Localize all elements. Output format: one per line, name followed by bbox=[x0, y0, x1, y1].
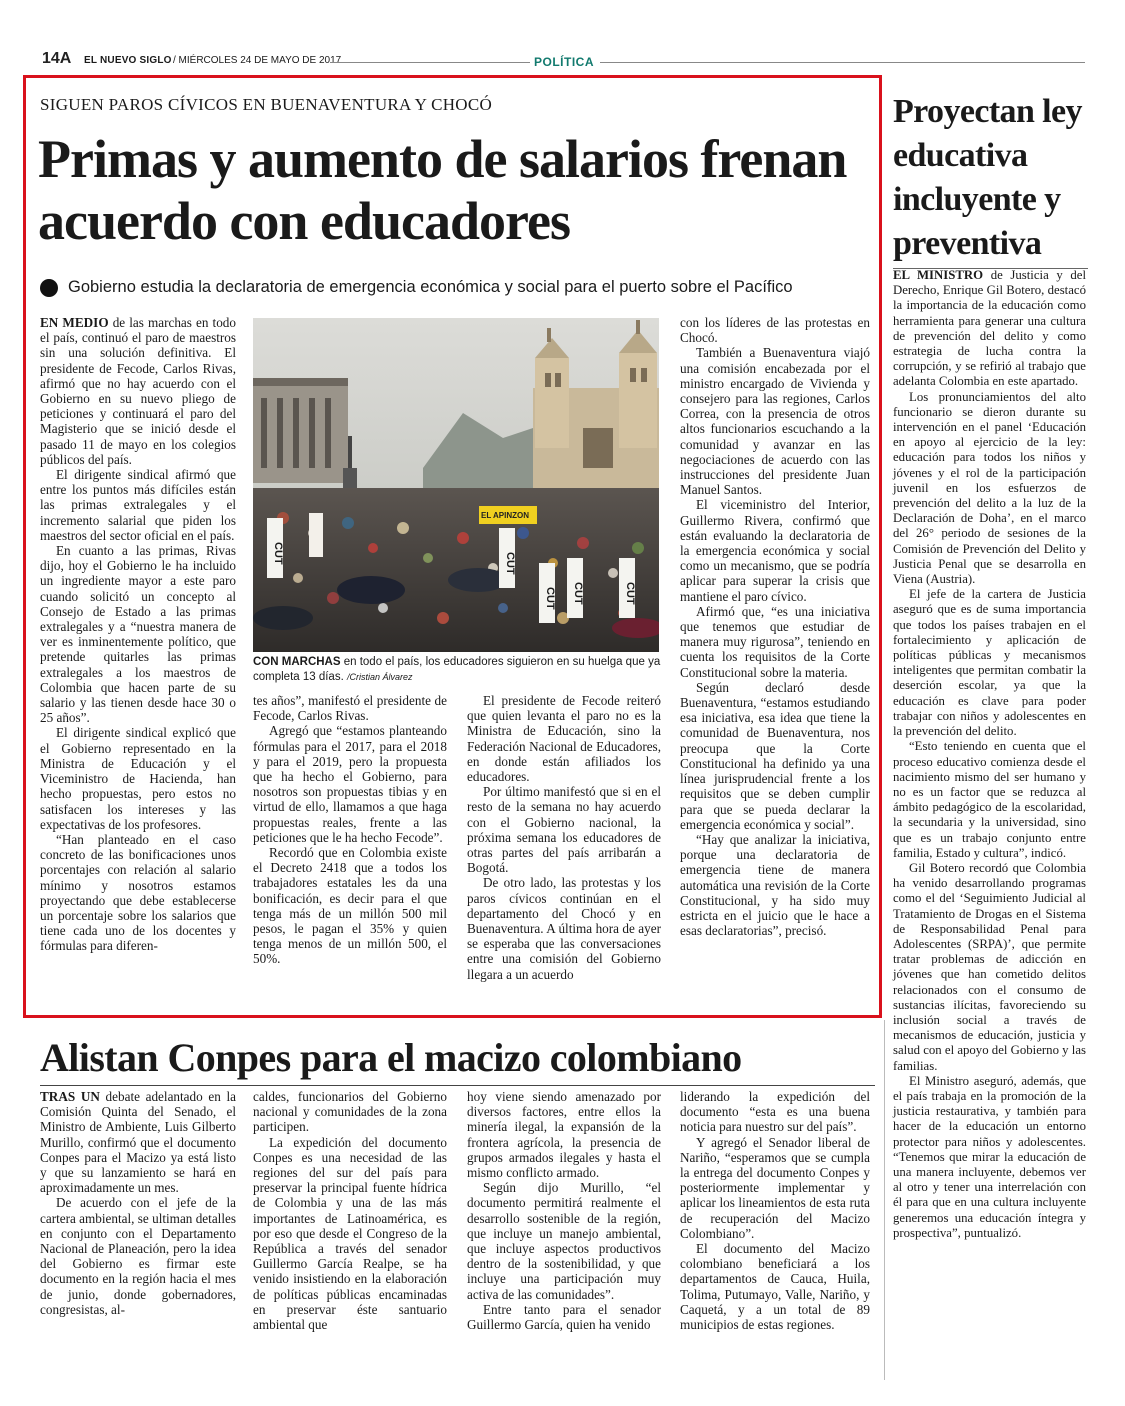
sidebar-column bbox=[893, 268, 1086, 1241]
lead-in: TRAS UN bbox=[40, 1089, 100, 1104]
second-column-1 bbox=[40, 1089, 236, 1317]
paragraph bbox=[40, 315, 236, 467]
paragraph bbox=[893, 268, 1086, 390]
sign-text: CUT bbox=[572, 582, 584, 605]
paragraph: Por último manifestó que si en el resto de la semana no hay acuerdo con el Gobierno nacional, la próxima semana los educadores de otras partes del país arribarán a Bogotá. bbox=[467, 784, 661, 876]
bullet-icon bbox=[40, 279, 58, 297]
paragraph: “Hay que analizar la iniciativa, porque una declaratoria de emergencia tiene de manera automática una revisión de la Corte Constitucional, y ha sido muy estricta en el juicio que le hace a esas declaratorias”, precisó. bbox=[680, 831, 870, 939]
sign-text: CUT bbox=[624, 582, 636, 605]
paragraph: También a Buenaventura viajó una comisión encabezada por el ministro encargado de Vivienda y consejero para las regiones, Carlos Correa, con la presencia de otros altos funcionarios escuchando a la comunidad y avanzar en las negociaciones de acuerdo con las instrucciones del presidente Juan Manuel Santos. bbox=[680, 345, 870, 498]
header-rule-right bbox=[600, 62, 1085, 63]
paragraph: El Ministro aseguró, además, que el país trabaja en la promoción de la justicia restaurativa, y también para hacer de la educación un entorno protector para niños y adolescentes. “Tenemos que mirar la educación de una manera incluyente, debemos ver al otro y tener una interrelación con él para que en una cultura incluyente generemos una educación íntegra y prospectiva”, puntualizó. bbox=[893, 1073, 1086, 1240]
article-column-2 bbox=[253, 693, 447, 967]
paragraph: El jefe de la cartera de Justicia aseguró que es de suma importancia que todos los países trabajen en el fortalecimiento y aplicación de políticas públicas y mecanismos inteligentes que permitan combatir la deserción escolar, ya que la educación es clave para poder trabajar con niños y adolescentes en la prevención del delito. bbox=[893, 587, 1086, 739]
sign-text: EL APINZON bbox=[481, 511, 530, 520]
deck-text: Gobierno estudia la declaratoria de emergencia económica y social para el puerto sobre el Pacífico bbox=[68, 278, 793, 296]
paragraph: caldes, funcionarios del Gobierno nacional y comunidades de la zona participen. bbox=[253, 1089, 447, 1135]
paragraph bbox=[40, 1089, 236, 1195]
paragraph-text: debate adelantado en la Comisión Quinta del Senado, el Ministro de Ambiente, Luis Gilberto Murillo, confirmó que el documento Conpes para el Macizo ya está listo y que su lanzamiento se hará en aproximadamente un mes. bbox=[40, 1089, 236, 1196]
page-number: 14A bbox=[42, 50, 72, 67]
paragraph: Gil Botero recordó que Colombia ha venido desarrollando programas como el del ‘Seguimiento Judicial al Tratamiento de Drogas en el Sistema de Responsabilidad Penal para Adolescentes (SRPA)’, que permite tratar problemas de adicción en jóvenes que han cometido delitos relacionados con el consumo de sustancias ilícitas, favoreciendo su inclusión social a través de mecanismos de educación, justicia y salud con el apoyo del Gobierno y las familias. bbox=[893, 860, 1086, 1073]
section-label: POLÍTICA bbox=[534, 55, 594, 69]
paragraph: Recordó que en Colombia existe el Decreto 2418 que a todos los trabajadores estatales les da una bonificación, es decir para el que tenga más de un millón 500 mil pesos, le pagan el 35% y quien tenga menos de un millón 500, el 50%. bbox=[253, 845, 447, 967]
second-column-3 bbox=[467, 1089, 661, 1332]
paragraph: Agregó que “estamos planteando fórmulas para el 2017, para el 2018 y para el 2019, pero la propuesta que ha hecho el Gobierno, para nosotros son propuestas tibias y en virtud de ello, llamamos a que haga propuestas reales, frente a las peticiones que le ha hecho Fecode”. bbox=[253, 723, 447, 845]
article-deck bbox=[40, 278, 880, 297]
article-column-4 bbox=[680, 315, 870, 938]
lead-in: EL MINISTRO bbox=[893, 268, 984, 282]
photo-caption bbox=[253, 655, 661, 685]
second-headline: Alistan Conpes para el macizo colombiano bbox=[40, 1035, 742, 1080]
paragraph: Según declaró desde Buenaventura, “estamos estudiando esa iniciativa, esa idea que tiene la comunidad de Buenaventura, nos preocupa que la Corte Constitucional ha definido ya una línea jurisprudencial frente a los requisitos que se deben cumplir para que se pueda declarar la emergencia económica y social”. bbox=[680, 679, 870, 832]
paragraph: “Han planteado en el caso concreto de las bonificaciones unos porcentajes con relación al salario mínimo y nosotros estamos proyectando que debe establecerse un porcentaje sobre los salarios que tiene cada uno de los docentes y fórmulas para diferen- bbox=[40, 831, 236, 954]
caption-lead: CON MARCHAS bbox=[253, 656, 341, 668]
paragraph-text: de las marchas en todo el país, continuó el paro de maestros sin una solución definitiva. El presidente de Fecode, Carlos Rivas, afirmó que no hay acuerdo con el Gobierno en su nuevo pliego de peticiones y continuará el paro del Magisterio que se inició desde el pasado 11 de mayo en los colegios públicos del país. bbox=[40, 315, 236, 467]
paragraph: tes años”, manifestó el presidente de Fecode, Carlos Rivas. bbox=[253, 693, 447, 724]
sign-text: CUT bbox=[544, 587, 556, 610]
paragraph: El documento del Macizo colombiano beneficiará a los departamentos de Cauca, Huila, Tolima, Putumayo, Valle, Nariño, y Caquetá, y a un total de 89 municipios de estas regiones. bbox=[680, 1241, 870, 1333]
newspaper-name: EL NUEVO SIGLO bbox=[84, 55, 172, 66]
paragraph: hoy viene siendo amenazado por diversos factores, entre ellos la minería ilegal, la expansión de la frontera agrícola, la presencia de grupos armados ilegales y hasta el mismo conflicto armado. bbox=[467, 1089, 661, 1181]
paragraph: La expedición del documento Conpes es una necesidad de las regiones del sur del país para preservar la principal fuente hídrica de Colombia y una de las más importantes de Latinoamérica, es por eso que desde el Congreso de la República a través del senador Guillermo García Realpe, se ha venido insistiendo en la elaboración de políticas públicas encaminadas en preservar éste santuario ambiental que bbox=[253, 1134, 447, 1333]
paragraph: De otro lado, las protestas y los paros cívicos continúan en el departamento del Chocó y en Buenaventura. A última hora de ayer se esperaba que las conversaciones entre una comisión del Gobierno llegara a un acuerdo bbox=[467, 875, 661, 982]
lead-in: EN MEDIO bbox=[40, 315, 109, 330]
article-photo bbox=[253, 318, 659, 652]
photo-credit: /Cristian Álvarez bbox=[346, 672, 413, 682]
paragraph: El viceministro del Interior, Guillermo Rivera, confirmó que están evaluando la declaratoria de la emergencia económica y social como un mecanismo, que se podría aplicar para superar la crisis que mantiene el paro cívico. bbox=[680, 497, 870, 604]
second-headline-rule bbox=[40, 1085, 875, 1086]
paragraph: Según dijo Murillo, “el documento permitirá realmente el desarrollo sostenible de la región, que incluye un manejo ambiental, que incluye aspectos productivos dentro de la sostenibilidad, y que incluye una participación muy activa de las comunidades”. bbox=[467, 1180, 661, 1302]
paragraph: En cuanto a las primas, Rivas dijo, hoy el Gobierno le ha incluido un ingrediente mayor a este paro cuando solicitó un concepto al Consejo de Estado a las primas extralegales y a “nuestra manera de ver es inminentemente político, que pretende quitarles las primas extralegales a los maestros de Colombia que hacen parte de su salario y las tienen desde hace 30 o 25 años”. bbox=[40, 543, 236, 726]
article-column-3 bbox=[467, 693, 661, 982]
paragraph: “Esto teniendo en cuenta que el proceso educativo comienza desde el nacimiento mismo del ser humano y no es un factor que se reduzca al ámbito pedagógico de la escolaridad, la secundaria y la universidad, sino que es un trabajo conjunto entre familia, Estado y cultura”, indicó. bbox=[893, 739, 1086, 860]
paragraph: Afirmó que, “es una iniciativa que tenemos que estudiar de manera muy rigurosa”, teniendo en cuenta los requisitos de la Corte Constitucional sobre la materia. bbox=[680, 603, 870, 680]
sidebar-headline: Proyectan ley educativa incluyente y preventiva bbox=[893, 93, 1082, 262]
issue-date: / MIÉRCOLES 24 DE MAYO DE 2017 bbox=[173, 55, 342, 66]
article-kicker: SIGUEN PAROS CÍVICOS EN BUENAVENTURA Y CHOCÓ bbox=[40, 95, 493, 114]
paragraph: Y agregó el Senador liberal de Nariño, “esperamos que se cumpla la entrega del documento Conpes y posteriormente implementar y aplicar los lineamientos de esta ruta de recuperación del Macizo Colombiano”. bbox=[680, 1134, 870, 1241]
column-divider bbox=[884, 1020, 885, 1380]
header-rule bbox=[330, 62, 530, 63]
paragraph-text: de Justicia y del Derecho, Enrique Gil Botero, destacó la importancia de la educación como herramienta para generar una cultura de prevención del delito y como estrategia de lucha contra la corrupción, y se refirió al trabajo que adelanta Colombia en este apartado. bbox=[893, 268, 1086, 389]
sign-text: CUT bbox=[272, 542, 284, 565]
paragraph: liderando la expedición del documento “esta es una buena noticia para nuestro sur del país”. bbox=[680, 1089, 870, 1135]
paragraph: El presidente de Fecode reiteró que quien levanta el paro no es la Ministra de Educación, sino la Federación Nacional de Educadores, en donde están afiliados los educadores. bbox=[467, 693, 661, 785]
paragraph: Entre tanto para el senador Guillermo García, quien ha venido bbox=[467, 1301, 661, 1333]
paragraph: El dirigente sindical explicó que el Gobierno representado en la Ministra de Educación y el Viceministro de Hacienda, han hecho propuestas, pero estos no satisfacen los intereses y las expectativas de los profesores. bbox=[40, 725, 236, 832]
paragraph: con los líderes de las protestas en Chocó. bbox=[680, 315, 870, 346]
second-column-4 bbox=[680, 1089, 870, 1332]
article-headline: Primas y aumento de salarios frenan acuerdo con educadores bbox=[38, 129, 847, 251]
paragraph: De acuerdo con el jefe de la cartera ambiental, se ultiman detalles en conjunto con el Departamento Nacional de Planeación, pero la idea del Gobierno es firmar este documento en la región hacia el mes de junio, donde gobernadores, congresistas, al- bbox=[40, 1195, 236, 1317]
paragraph: Los pronunciamientos del alto funcionario se dieron durante su intervención en el panel ‘Educación en apoyo al ejercicio de la ley: educación para todos los niños y jóvenes y el rol de la participación juvenil en los esfuerzos de prevención del delito a la luz de la Declaración de Doha’, en el marco del 26° periodo de sesiones de la Comisión de Prevención del Delito y Justicia Penal que se desarrolla en Viena (Austria). bbox=[893, 389, 1086, 587]
paragraph: El dirigente sindical afirmó que entre los puntos más difíciles están las primas extralegales y el incremento salarial que piden los maestros del sector oficial en el país. bbox=[40, 467, 236, 543]
second-column-2 bbox=[253, 1089, 447, 1332]
caption-text: en todo el país, los educadores siguieron en su huelga que ya completa 13 días. bbox=[253, 656, 661, 683]
sign-text: CUT bbox=[504, 552, 516, 575]
article-column-1 bbox=[40, 315, 236, 954]
